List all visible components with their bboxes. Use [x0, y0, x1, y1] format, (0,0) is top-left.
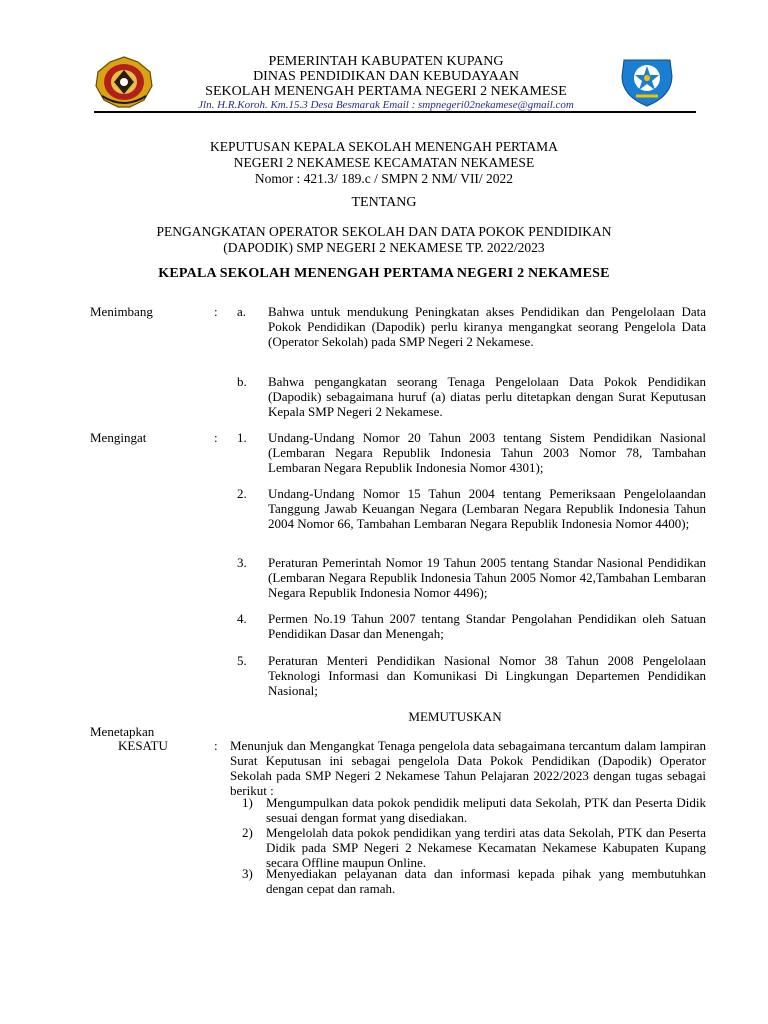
mengingat-item-3: Peraturan Pemerintah Nomor 19 Tahun 2005 tentang Standar Nasional Pendidikan (Lembaran Negara Republik Indonesia Tahun 2005 Nomor 42,Tambahan Lembaran Negara Republik Indonesia Nomor 4496); [268, 555, 706, 600]
task-marker-3: 3) [242, 866, 253, 881]
letterhead-agency: DINAS PENDIDIKAN DAN KEBUDAYAAN [253, 69, 519, 84]
menimbang-marker-a: a. [237, 304, 247, 319]
mengingat-colon: : [214, 430, 218, 445]
decree-subject-line1: PENGANGKATAN OPERATOR SEKOLAH DAN DATA POKOK PENDIDIKAN [156, 224, 612, 239]
menimbang-item-a: Bahwa untuk mendukung Peningkatan akses Pendidikan dan Pengelolaan Data Pokok Pendidikan (Dapodik) perlu kiranya mengangkat seorang Pengelola Data (Operator Sekolah) pada SMP Negeri 2 Nekamese. [268, 304, 706, 349]
decree-subject-line2: (DAPODIK) SMP NEGERI 2 NEKAMESE TP. 2022/2023 [223, 240, 545, 255]
task-marker-2: 2) [242, 825, 253, 840]
menetapkan-label: Menetapkan [90, 724, 155, 739]
mengingat-marker-4: 4. [237, 611, 247, 626]
menimbang-item-b: Bahwa pengangkatan seorang Tenaga Pengelolaan Data Pokok Pendidikan (Dapodik) sebagaimana huruf (a) diatas perlu ditetapkan dengan Surat Keputusan Kepala SMP Negeri 2 Nekamese. [268, 374, 706, 419]
mengingat-item-5: Peraturan Menteri Pendidikan Nasional Nomor 38 Tahun 2008 Pengelolaan Teknologi Informasi dan Komunikasi Di Lingkungan Departemen Pendidikan Nasional; [268, 653, 706, 698]
kesatu-colon: : [214, 738, 218, 753]
mengingat-label: Mengingat [90, 430, 147, 445]
letterhead-school: SEKOLAH MENENGAH PERTAMA NEGERI 2 NEKAMESE [205, 84, 567, 99]
task-text-1: Mengumpulkan data pokok pendidik meliputi data Sekolah, PTK dan Peserta Didik sesuai dengan format yang disediakan. [266, 795, 706, 825]
kesatu-label: KESATU [118, 738, 168, 753]
tut-wuri-handayani-emblem-icon [618, 56, 676, 108]
letterhead-address: Jln. H.R.Koroh. Km.15.3 Desa Besmarak Email : smpnegeri02nekamese@gmail.com [198, 99, 574, 111]
task-text-3: Menyediakan pelayanan data dan informasi kepada pihak yang membutuhkan dengan cepat dan ramah. [266, 866, 706, 896]
mengingat-marker-1: 1. [237, 430, 247, 445]
mengingat-marker-5: 5. [237, 653, 247, 668]
menimbang-colon: : [214, 304, 218, 319]
tentang-heading: TENTANG [351, 195, 417, 210]
letterhead-rule [94, 111, 696, 113]
decree-title-line2: NEGERI 2 NEKAMESE KECAMATAN NEKAMESE [233, 155, 535, 170]
kesatu-text: Menunjuk dan Mengangkat Tenaga pengelola data sebagaimana tercantum dalam lampiran Surat Keputusan ini sebagai pengelola Data Pokok Pendidikan (Dapodik) Operator Sekolah pada SMP Negeri 2 Nekamese Tahun Pelajaran 2022/2023 dengan tugas sebagai berikut : [230, 738, 706, 798]
letterhead-government: PEMERINTAH KABUPATEN KUPANG [268, 54, 504, 69]
menimbang-marker-b: b. [237, 374, 247, 389]
task-text-2: Mengelolah data pokok pendidikan yang terdiri atas data Sekolah, PTK dan Peserta Didik pada SMP Negeri 2 Nekamese Kecamatan Nekamese Kabupaten Kupang secara Offline maupun Online. [266, 825, 706, 870]
decree-subject [0, 224, 768, 256]
decree-title-line1: KEPUTUSAN KEPALA SEKOLAH MENENGAH PERTAMA [210, 139, 558, 154]
memutuskan-heading: MEMUTUSKAN [408, 709, 502, 724]
principal-heading: KEPALA SEKOLAH MENENGAH PERTAMA NEGERI 2 NEKAMESE [158, 266, 610, 281]
letterhead [160, 54, 612, 113]
mengingat-marker-2: 2. [237, 486, 247, 501]
decree-title [0, 139, 768, 187]
task-marker-1: 1) [242, 795, 253, 810]
menimbang-label: Menimbang [90, 304, 153, 319]
kabupaten-kupang-emblem-icon [94, 56, 154, 108]
decree-number: Nomor : 421.3/ 189.c / SMPN 2 NM/ VII/ 2022 [254, 171, 514, 186]
mengingat-item-1: Undang-Undang Nomor 20 Tahun 2003 tentang Sistem Pendidikan Nasional (Lembaran Negara Republik Indonesia Tahun 2003 Nomor 78, Tambahan Lembaran Negara Republik Indonesia Nomor 4301); [268, 430, 706, 475]
mengingat-marker-3: 3. [237, 555, 247, 570]
mengingat-item-2: Undang-Undang Nomor 15 Tahun 2004 tentang Pemeriksaan Pengelolaandan Tanggung Jawab Keuangan Negara (Lembaran Negara Republik Indonesia Tahun 2004 Nomor 66, Tambahan Lembaran Negara Republik Indonesia Nomor 4400); [268, 486, 706, 531]
mengingat-item-4: Permen No.19 Tahun 2007 tentang Standar Pengolahan Pendidikan oleh Satuan Pendidikan Dasar dan Menengah; [268, 611, 706, 641]
